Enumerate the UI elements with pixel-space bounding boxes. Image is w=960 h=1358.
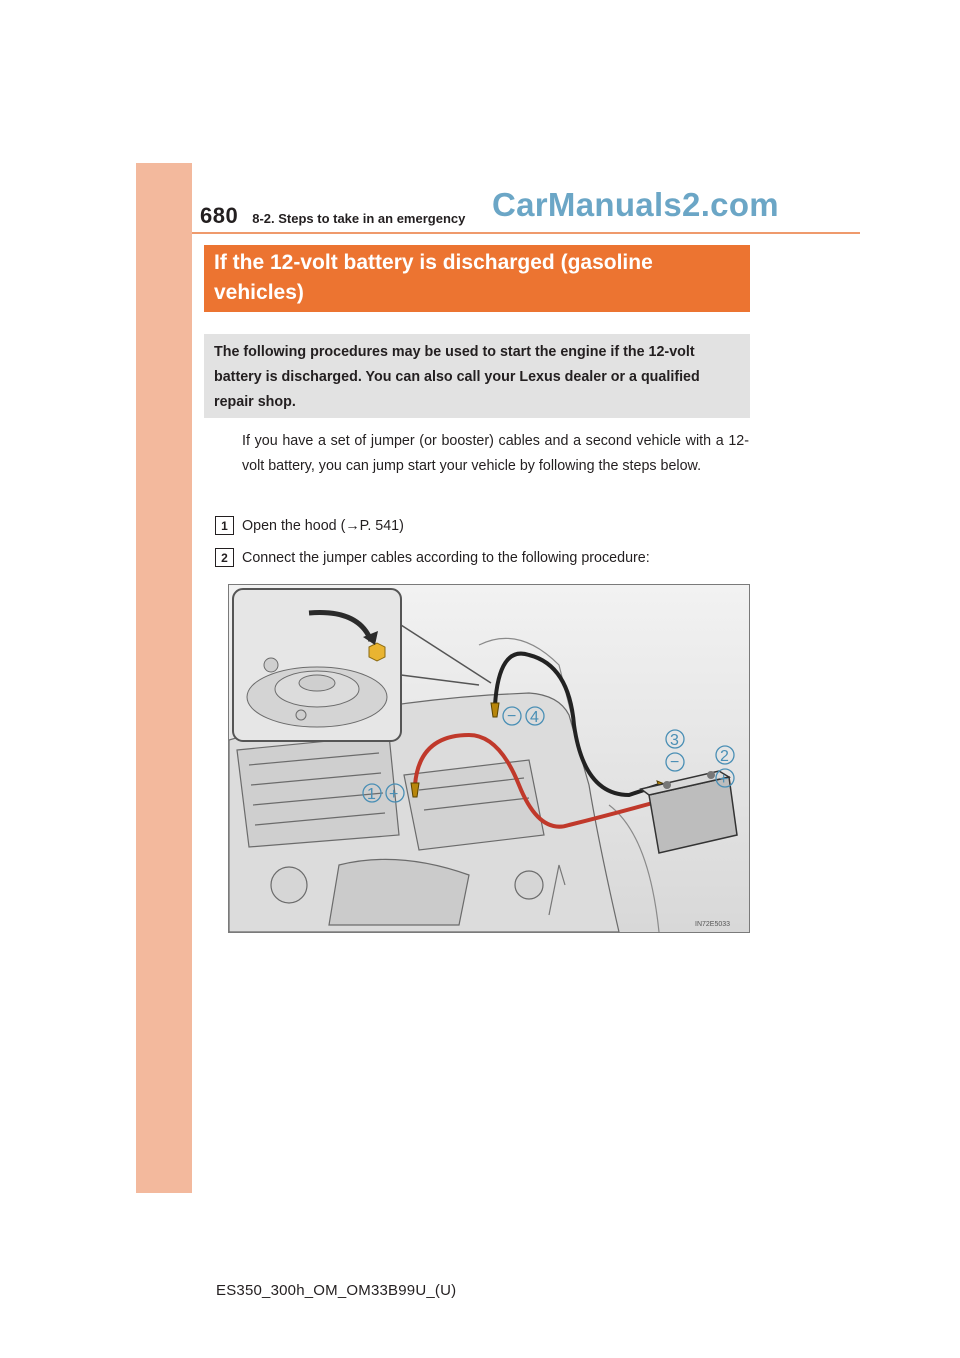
chapter-side-tab [136,163,192,1193]
page-title: If the 12-volt battery is discharged (gasoline vehicles) [214,251,653,304]
step-number: 1 [215,516,234,535]
jump-start-illustration [228,584,750,933]
footer-manual-code: ES350_300h_OM_OM33B99U_(U) [216,1282,457,1299]
intro-text: The following procedures may be used to start the engine if the 12-volt battery is discharged. You can also call your Lexus dealer or a qualified repair shop. [214,344,700,410]
step-2 [215,548,650,567]
svg-text:−: − [507,708,517,725]
page-header [200,203,465,229]
intro-box [204,334,750,418]
section-title: 8-2. Steps to take in an emergency [252,211,466,226]
header-rule [192,232,860,234]
watermark-logo: CarManuals2.com [492,186,779,223]
svg-text:4: 4 [530,709,539,726]
step-text: Connect the jumper cables according to the following procedure: [242,549,650,566]
step-1 [215,516,404,535]
body-paragraph: If you have a set of jumper (or booster) cables and a second vehicle with a 12-volt battery, you can jump start your vehicle by following the steps below. [242,433,749,474]
svg-text:+: + [719,771,729,788]
title-bar [204,245,750,312]
page-number: 680 [200,203,239,228]
svg-text:−: − [670,754,680,771]
svg-text:+: + [389,786,399,803]
svg-text:1: 1 [367,786,376,803]
svg-text:3: 3 [670,732,679,749]
step-text: Open the hood (→P. 541) [242,517,404,534]
illustration-code: IN72E5033 [695,921,731,928]
step-number: 2 [215,548,234,567]
svg-text:2: 2 [720,748,729,765]
